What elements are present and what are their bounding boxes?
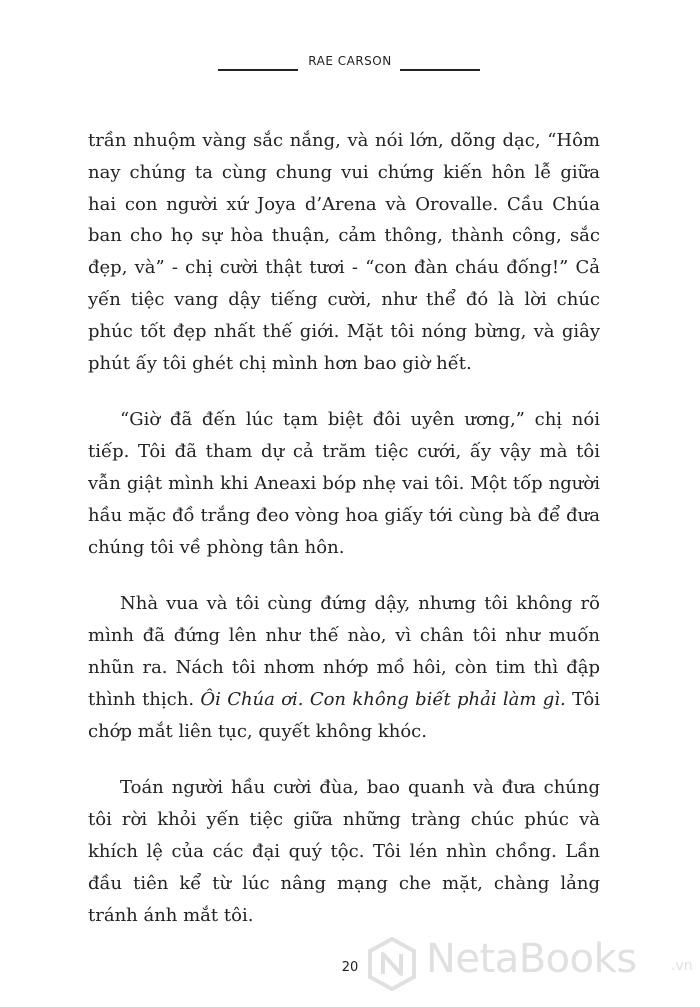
paragraph-3-text-before: Nhà vua và tôi cùng đứng dậy, nhưng tôi không rõ mình đã đứng lên như thế nào, vì chân tôi như muốn nhũn ra. Nách tôi nhơm nhớp mồ hôi, còn tim thì đập thình thịch. [88, 593, 600, 710]
paragraph-4: Toán người hầu cười đùa, bao quanh và đưa chúng tôi rời khỏi yến tiệc giữa những tràng chúc phúc và khích lệ của các đại quý tộc. Tôi lén nhìn chồng. Lần đầu tiên kể từ lúc nâng mạng che mặt, chàng lảng tránh ánh mắt tôi. [88, 777, 600, 926]
header-rule-left [218, 69, 298, 71]
running-title: RAE CARSON [308, 54, 392, 68]
running-header [0, 52, 700, 76]
header-rule-right [400, 69, 480, 71]
watermark-brand: NetaBooks [426, 936, 637, 982]
paragraph-3-italic-thought: Ôi Chúa ơi. Con không biết phải làm gì. [200, 688, 566, 710]
paragraph-2: “Giờ đã đến lúc tạm biệt đôi uyên ương,” chị nói tiếp. Tôi đã tham dự cả trăm tiệc cưới, ấy vậy mà tôi vẫn giật mình khi Aneaxi bóp nhẹ vai tôi. Một tốp người hầu mặc đồ trắng đeo vòng hoa giấy tới cùng bà để đưa chúng tôi về phòng tân hôn. [88, 409, 600, 558]
body-text [88, 125, 600, 956]
paragraph-1: trần nhuộm vàng sắc nắng, và nói lớn, dõng dạc, “Hôm nay chúng ta cùng chung vui chứng kiến hôn lễ giữa hai con người xứ Joya d’Arena và Orovalle. Cầu Chúa ban cho họ sự hòa thuận, cảm thông, thành công, sắc đẹp, và” - chị cười thật tươi - “con đàn cháu đống!” Cả yến tiệc vang dậy tiếng cười, như thể đó là lời chúc phúc tốt đẹp nhất thế giới. Mặt tôi nóng bừng, và giây phút ấy tôi ghét chị mình hơn bao giờ hết. [88, 130, 600, 374]
page-number: 20 [341, 960, 359, 975]
paragraph-3 [88, 588, 600, 747]
netabooks-logo-icon [364, 936, 420, 992]
watermark-suffix: .vn [671, 958, 693, 974]
paragraph-3-text-after: Tôi chớp mắt liên tục, quyết không khóc. [88, 688, 600, 742]
netabooks-watermark [364, 932, 694, 996]
